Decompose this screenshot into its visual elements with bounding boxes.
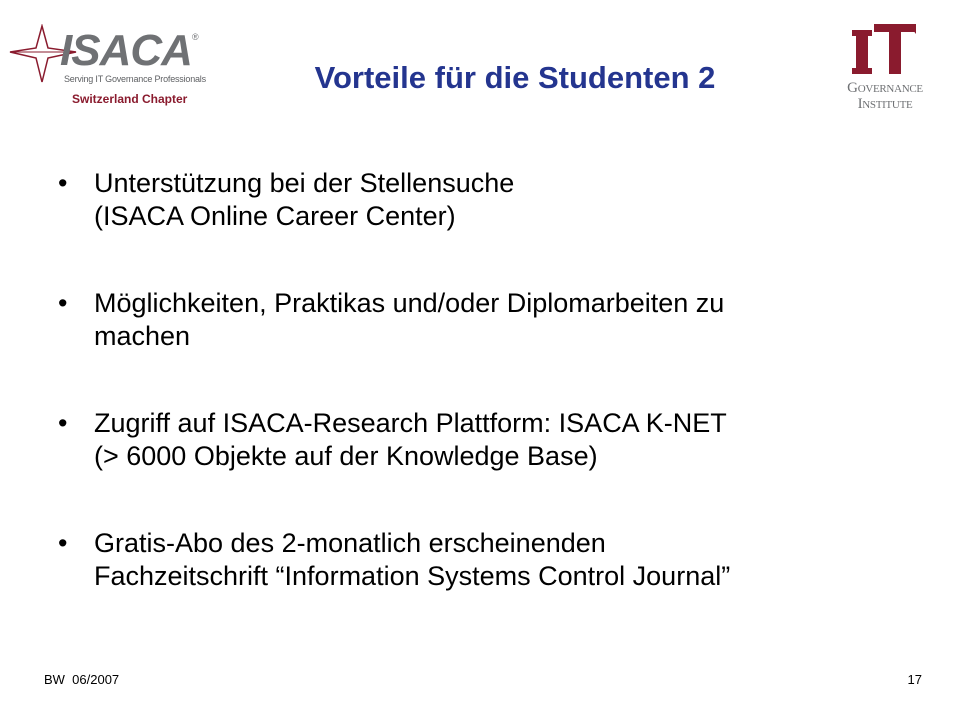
bullet-line: (> 6000 Objekte auf der Knowledge Base) [94, 441, 598, 471]
slide-title: Vorteile für die Studenten 2 [314, 60, 716, 95]
bullet-item [58, 407, 898, 473]
bullet-item [58, 527, 898, 593]
bullet-line: Fachzeitschrift “Information Systems Control Journal” [94, 561, 731, 591]
bullet-line: Möglichkeiten, Praktikas und/oder Diplomarbeiten zu [94, 288, 725, 318]
bullet-dot-icon: • [58, 528, 68, 558]
isaca-wordmark: ISACA [60, 26, 192, 75]
bullet-line: machen [94, 321, 191, 351]
bullet-line: Unterstützung bei der Stellensuche [94, 168, 515, 198]
footer-author-date: BW 06/2007 [44, 672, 120, 687]
bullet-line: Zugriff auf ISACA-Research Plattform: ISACA K-NET [94, 408, 727, 438]
itgi-line-governance: Governance [847, 80, 923, 96]
page-number: 17 [907, 672, 922, 687]
itgi-line-institute: Institute [857, 96, 913, 112]
bullet-line: (ISACA Online Career Center) [94, 201, 456, 231]
bullet-list [58, 167, 898, 647]
registered-mark: ® [192, 32, 199, 42]
bullet-line: Gratis-Abo des 2-monatlich erscheinenden [94, 528, 606, 558]
bullet-item [58, 167, 898, 233]
bullet-dot-icon: • [58, 408, 68, 438]
bullet-item [58, 287, 898, 353]
isaca-chapter-label: Switzerland Chapter [72, 92, 188, 106]
isaca-tagline: Serving IT Governance Professionals [64, 74, 206, 84]
bullet-dot-icon: • [58, 168, 68, 198]
bullet-dot-icon: • [58, 288, 68, 318]
